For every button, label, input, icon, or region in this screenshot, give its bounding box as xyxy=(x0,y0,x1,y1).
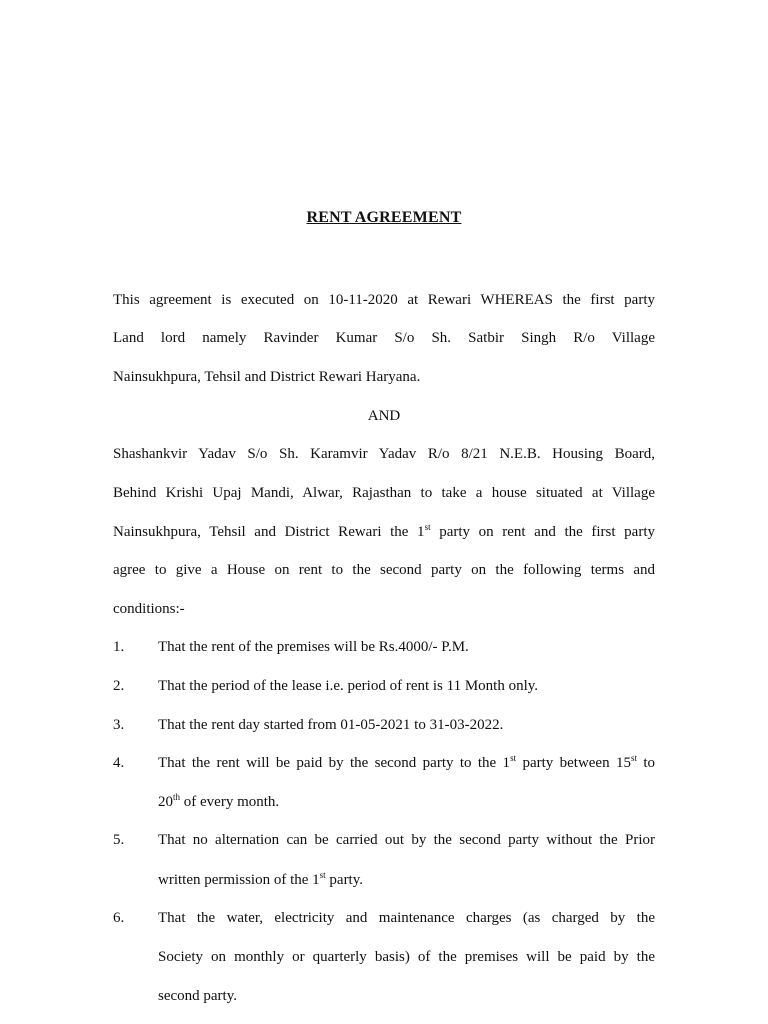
superscript: st xyxy=(319,870,326,880)
intro-line-1: This agreement is executed on 10-11-2020 at Rewari WHEREAS the first party xyxy=(113,292,655,308)
text-span: to xyxy=(636,755,655,771)
second-party-line-5: conditions:- xyxy=(113,601,185,617)
text-span: 20 xyxy=(158,794,173,810)
term-number: 6. xyxy=(113,910,125,926)
superscript: st xyxy=(510,753,517,763)
term-text: That the rent day started from 01-05-2021 to 31-03-2022. xyxy=(158,717,504,733)
term-text-continued: second party. xyxy=(158,988,237,1004)
text-span: party on rent and the first party xyxy=(430,524,655,540)
second-party-line-1: Shashankvir Yadav S/o Sh. Karamvir Yadav R/o 8/21 N.E.B. Housing Board, xyxy=(113,446,655,462)
text-span: That the rent will be paid by the second party to the 1 xyxy=(158,755,511,771)
text-span: party between 15 xyxy=(516,755,631,771)
text-span: of every month. xyxy=(180,794,280,810)
text-span: party. xyxy=(325,872,364,888)
superscript: st xyxy=(424,522,431,532)
term-text-continued xyxy=(158,870,655,890)
term-text-continued: Society on monthly or quarterly basis) of the premises will be paid by the xyxy=(158,949,655,965)
intro-line-3: Nainsukhpura, Tehsil and District Rewari Haryana. xyxy=(113,369,421,385)
text-span: Nainsukhpura, Tehsil and District Rewari the 1 xyxy=(113,524,425,540)
second-party-line-4: agree to give a House on rent to the second party on the following terms and xyxy=(113,562,655,578)
superscript: st xyxy=(630,753,637,763)
term-number: 4. xyxy=(113,755,125,771)
term-number: 2. xyxy=(113,678,125,694)
term-text: That no alternation can be carried out by the second party without the Prior xyxy=(158,832,655,848)
term-text: That the period of the lease i.e. period of rent is 11 Month only. xyxy=(158,678,539,694)
term-text: That the water, electricity and maintenance charges (as charged by the xyxy=(158,910,655,926)
intro-line-2: Land lord namely Ravinder Kumar S/o Sh. Satbir Singh R/o Village xyxy=(113,330,655,346)
second-party-line-3 xyxy=(113,522,655,542)
document-title: RENT AGREEMENT xyxy=(306,209,462,226)
text-span: written permission of the 1 xyxy=(158,872,320,888)
term-text-continued xyxy=(158,792,655,812)
term-text: That the rent of the premises will be Rs.4000/- P.M. xyxy=(158,639,469,655)
second-party-line-2: Behind Krishi Upaj Mandi, Alwar, Rajasthan to take a house situated at Village xyxy=(113,485,655,501)
term-number: 5. xyxy=(113,832,125,848)
superscript: th xyxy=(173,792,181,802)
and-separator: AND xyxy=(367,408,401,424)
term-text xyxy=(158,753,655,773)
term-number: 3. xyxy=(113,717,125,733)
term-number: 1. xyxy=(113,639,125,655)
